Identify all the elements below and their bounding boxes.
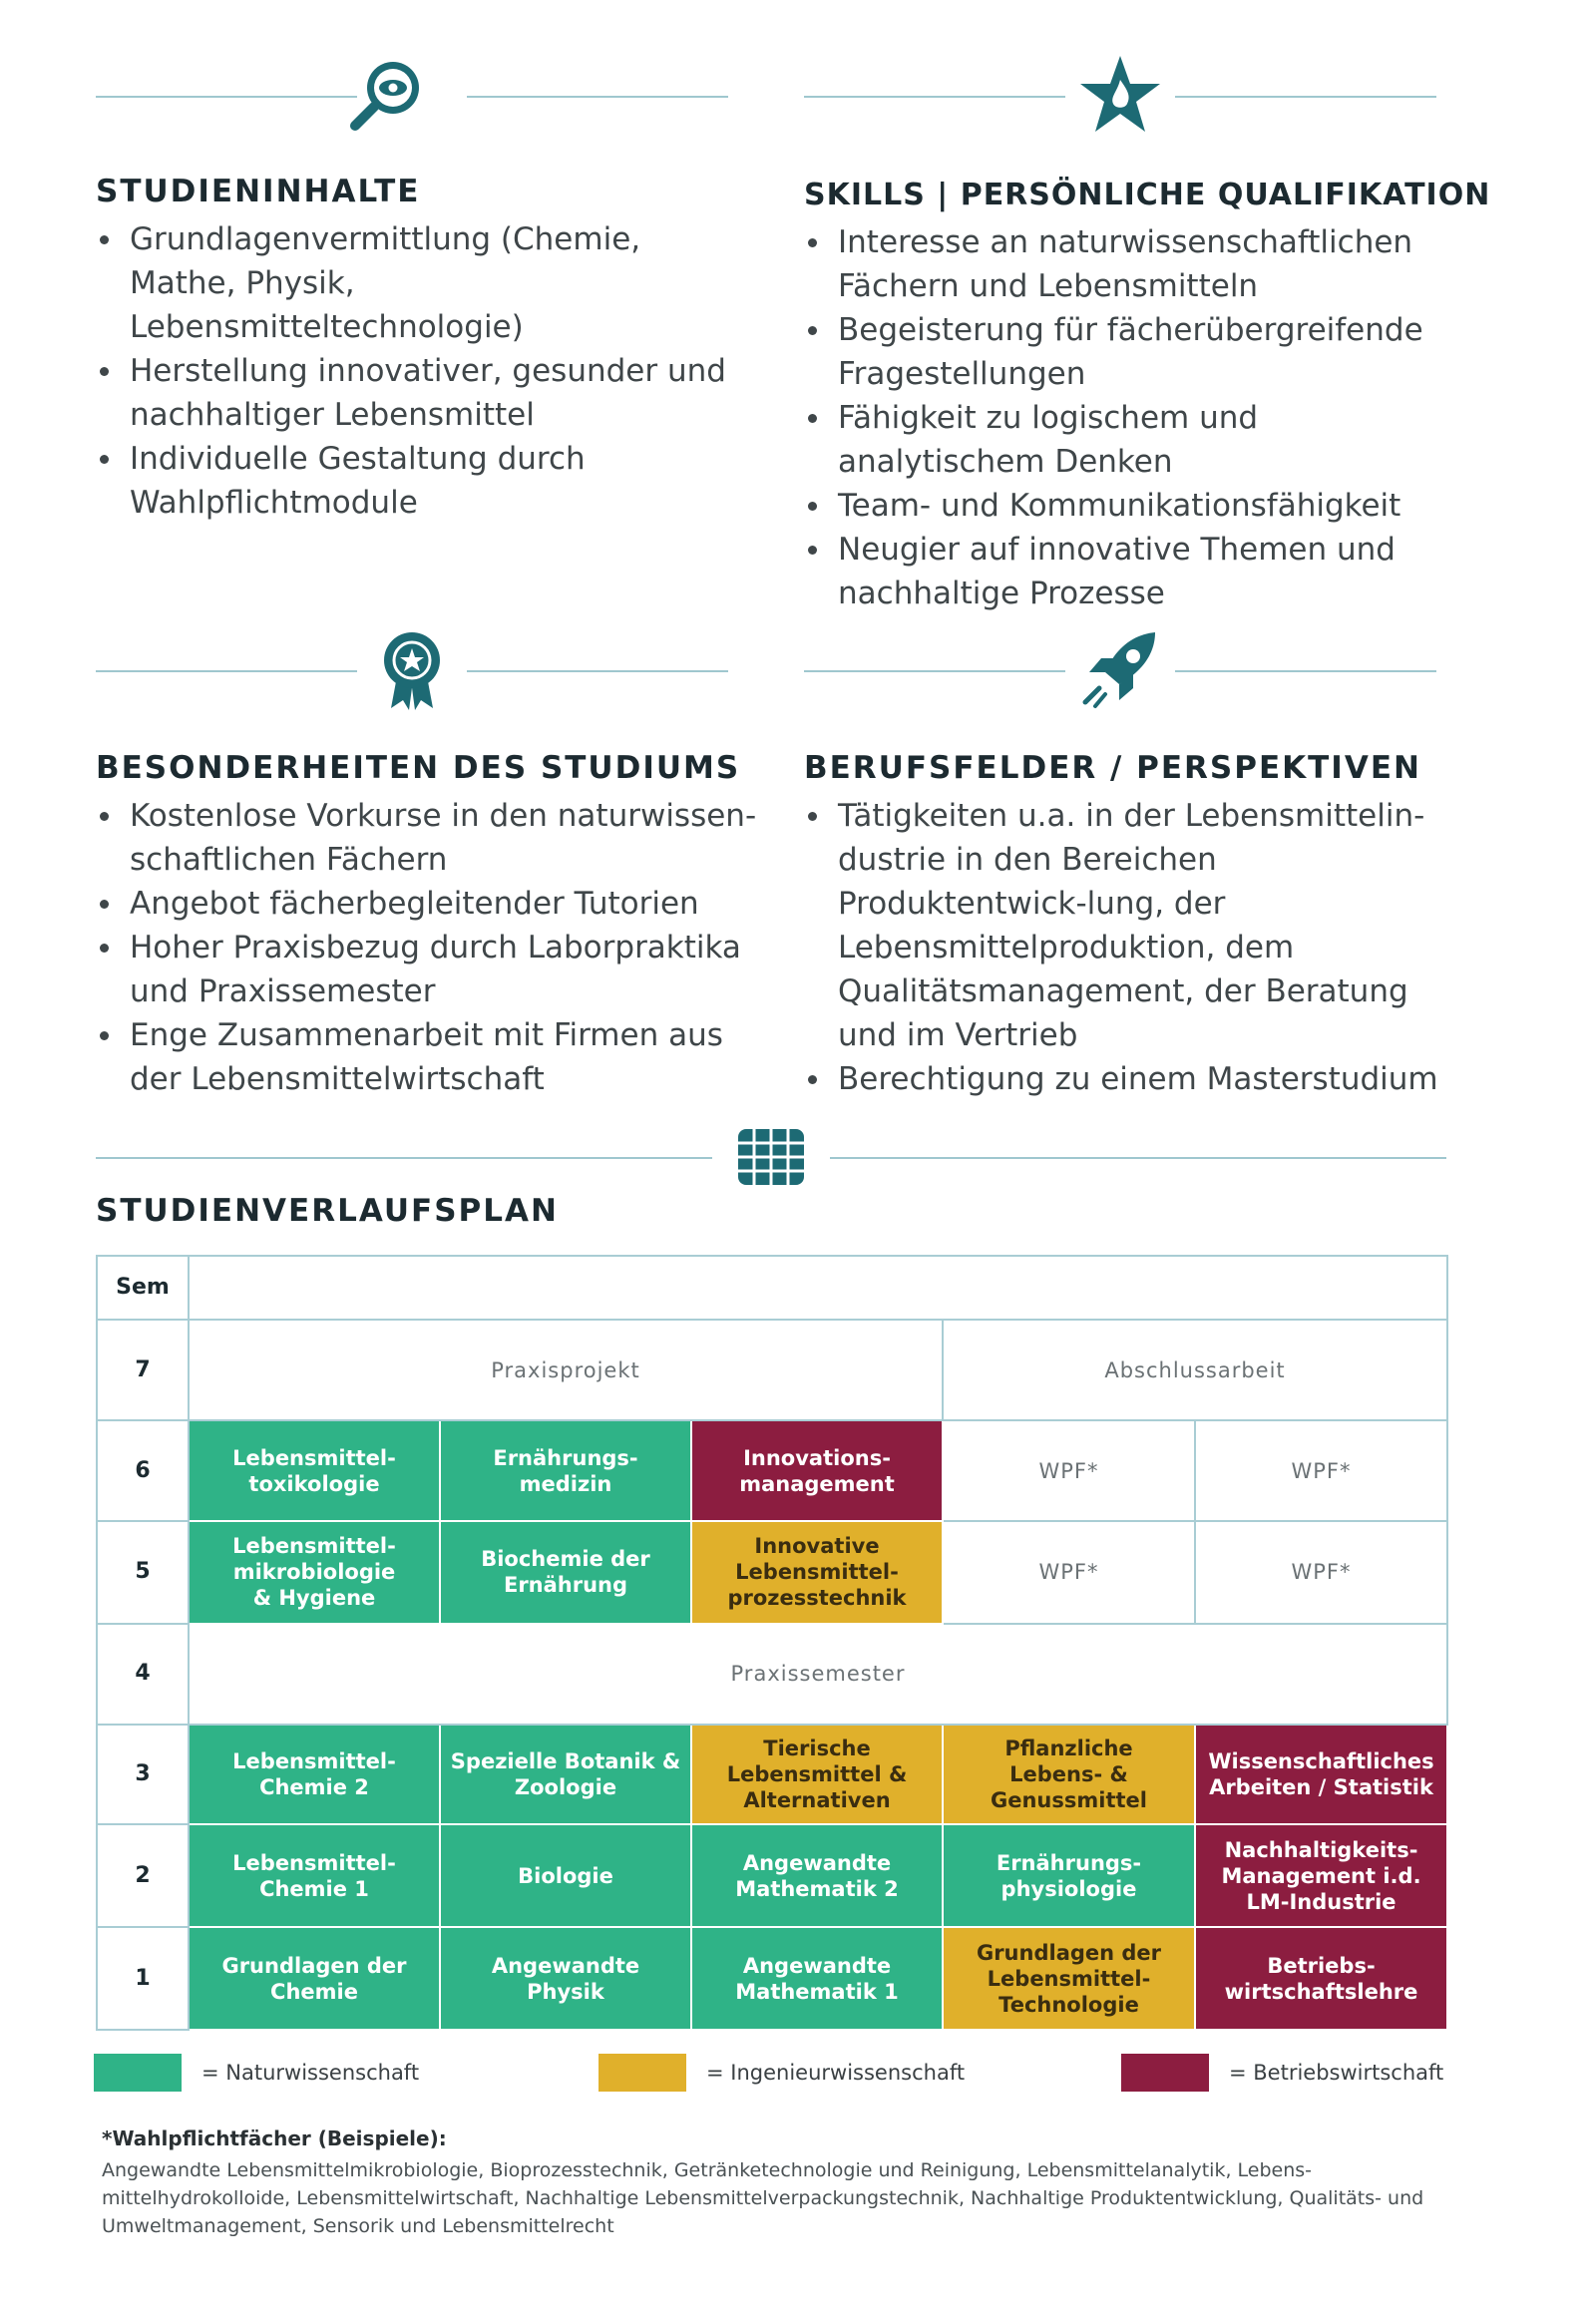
module-cell: WPF*: [943, 1420, 1195, 1521]
list-item: Kostenlose Vorkurse in den naturwissen-schaftlichen Fächern: [96, 794, 764, 882]
list-item: Grundlagenvermittlung (Chemie, Mathe, Physik, Lebensmitteltechnologie): [96, 217, 754, 349]
module-cell: Tierische Lebensmittel & Alternativen: [691, 1725, 943, 1825]
list-item: Angebot fächerbegleitender Tutorien: [96, 882, 764, 926]
list-berufsfelder: [804, 794, 1452, 1101]
legend-swatch: [94, 2054, 182, 2092]
module-cell: Angewandte Physik: [440, 1927, 691, 2030]
module-cell: WPF*: [1195, 1420, 1447, 1521]
semester-number: 7: [97, 1320, 189, 1420]
module-cell: Wissenschaftliches Arbeiten / Statistik: [1195, 1725, 1447, 1825]
header-empty: [189, 1256, 1447, 1320]
list-item: Begeisterung für fächerübergreifende Fragestellungen: [804, 308, 1452, 396]
section-skills: [804, 178, 1491, 615]
section-berufsfelder: [804, 750, 1452, 1101]
table-row: [97, 1420, 1447, 1521]
module-cell: Lebensmittel- toxikologie: [189, 1420, 440, 1521]
module-cell: Betriebs- wirtschaftslehre: [1195, 1927, 1447, 2030]
module-cell: Biochemie der Ernährung: [440, 1521, 691, 1624]
legend-label: = Betriebswirtschaft: [1229, 2061, 1444, 2085]
table-row: [97, 1624, 1447, 1725]
legend-swatch: [598, 2054, 686, 2092]
module-cell: Spezielle Botanik & Zoologie: [440, 1725, 691, 1825]
list-besonderheiten: [96, 794, 764, 1101]
divider-skills: [804, 54, 1436, 138]
section-title-besonderheiten: BESONDERHEITEN DES STUDIUMS: [96, 750, 741, 786]
module-cell: Pflanzliche Lebens- & Genussmittel: [943, 1725, 1195, 1825]
award-rosette-icon: [367, 628, 457, 712]
divider-berufsfelder: [804, 628, 1436, 712]
list-item: Berechtigung zu einem Masterstudium: [804, 1057, 1452, 1101]
list-item: Interesse an naturwissenschaftlichen Fächern und Lebensmitteln: [804, 220, 1452, 308]
module-cell: WPF*: [943, 1521, 1195, 1624]
module-cell: Abschlussarbeit: [943, 1320, 1447, 1420]
legend-swatch: [1121, 2054, 1209, 2092]
semester-number: 4: [97, 1624, 189, 1725]
list-item: Tätigkeiten u.a. in der Lebensmittelin-dustrie in den Bereichen Produktentwick-lung, der Lebensmittelproduktion, dem Qualitätsmanagement, der Beratung und im Vertrieb: [804, 794, 1452, 1057]
section-title-plan: STUDIENVERLAUFSPLAN: [96, 1193, 559, 1229]
section-title-skills: SKILLS | PERSÖNLICHE QUALIFIKATION: [804, 178, 1491, 212]
module-cell: Ernährungs- medizin: [440, 1420, 691, 1521]
section-besonderheiten: [96, 750, 764, 1101]
list-item: Team- und Kommunikationsfähigkeit: [804, 484, 1452, 528]
module-cell: Innovative Lebensmittel- prozesstechnik: [691, 1521, 943, 1624]
semester-number: 1: [97, 1927, 189, 2030]
table-row: [97, 1320, 1447, 1420]
list-item: Individuelle Gestaltung durch Wahlpflichtmodule: [96, 437, 754, 525]
header-sem: Sem: [97, 1256, 189, 1320]
legend-label: = Naturwissenschaft: [201, 2061, 420, 2085]
list-item: Neugier auf innovative Themen und nachhaltige Prozesse: [804, 528, 1452, 615]
divider-plan: [96, 1115, 1446, 1199]
semester-number: 3: [97, 1725, 189, 1825]
module-cell: Grundlagen der Lebensmittel- Technologie: [943, 1927, 1195, 2030]
semester-number: 6: [97, 1420, 189, 1521]
footnote-text: Angewandte Lebensmittelmikrobiologie, Bioprozesstechnik, Getränketechnologie und Reinigung, Lebensmittelanalytik, Lebens-mittelhydrokolloide, Lebensmittelwirtschaft, Nachhaltige Lebensmittelverpackungstechnik, Nachhaltige Produktentwicklung, Qualitäts- und Umweltmanagement, Sensorik und Lebensmittelrecht: [102, 2159, 1424, 2237]
table-header-row: [97, 1256, 1447, 1320]
section-title-berufsfelder: BERUFSFELDER / PERSPEKTIVEN: [804, 750, 1421, 786]
list-item: Fähigkeit zu logischem und analytischem Denken: [804, 396, 1452, 484]
module-cell: Praxisprojekt: [189, 1320, 943, 1420]
footnote-heading: *Wahlpflichtfächer (Beispiele):: [102, 2126, 447, 2150]
module-cell: Lebensmittel- Chemie 2: [189, 1725, 440, 1825]
list-item: Hoher Praxisbezug durch Laborpraktika und Praxissemester: [96, 926, 764, 1013]
semester-number: 5: [97, 1521, 189, 1624]
legend-naturwissenschaft: [94, 2054, 419, 2092]
section-studieninhalte: [96, 174, 754, 525]
module-cell: WPF*: [1195, 1521, 1447, 1624]
study-plan-table: [96, 1255, 1448, 2031]
module-cell: Biologie: [440, 1824, 691, 1927]
table-row: [97, 1725, 1447, 1825]
legend-ingenieurwissenschaft: [598, 2054, 965, 2092]
magnifier-eye-icon: [341, 54, 431, 138]
semester-number: 2: [97, 1824, 189, 1927]
list-skills: [804, 220, 1452, 615]
section-plan: [96, 1193, 894, 1237]
module-cell: Nachhaltigkeits- Management i.d. LM-Industrie: [1195, 1824, 1447, 1927]
module-cell: Angewandte Mathematik 1: [691, 1927, 943, 2030]
divider-studieninhalte: [96, 54, 728, 138]
module-cell: Innovations- management: [691, 1420, 943, 1521]
section-title-studieninhalte: STUDIENINHALTE: [96, 174, 421, 209]
list-item: Enge Zusammenarbeit mit Firmen aus der Lebensmittelwirtschaft: [96, 1013, 764, 1101]
list-studieninhalte: [96, 217, 754, 525]
table-row: [97, 1521, 1447, 1624]
module-cell: Ernährungs- physiologie: [943, 1824, 1195, 1927]
star-flame-icon: [1075, 54, 1165, 138]
module-cell: Praxissemester: [189, 1624, 1447, 1725]
module-cell: Lebensmittel- Chemie 1: [189, 1824, 440, 1927]
module-cell: Grundlagen der Chemie: [189, 1927, 440, 2030]
module-cell: Angewandte Mathematik 2: [691, 1824, 943, 1927]
list-item: Herstellung innovativer, gesunder und nachhaltiger Lebensmittel: [96, 349, 754, 437]
grid-table-icon: [726, 1115, 816, 1199]
legend-betriebswirtschaft: [1121, 2054, 1443, 2092]
legend-label: = Ingenieurwissenschaft: [706, 2061, 966, 2085]
footnote: [102, 2126, 1438, 2240]
module-cell: Lebensmittel- mikrobiologie & Hygiene: [189, 1521, 440, 1624]
rocket-icon: [1075, 628, 1165, 712]
table-row: [97, 1927, 1447, 2030]
table-row: [97, 1824, 1447, 1927]
divider-besonderheiten: [96, 628, 728, 712]
